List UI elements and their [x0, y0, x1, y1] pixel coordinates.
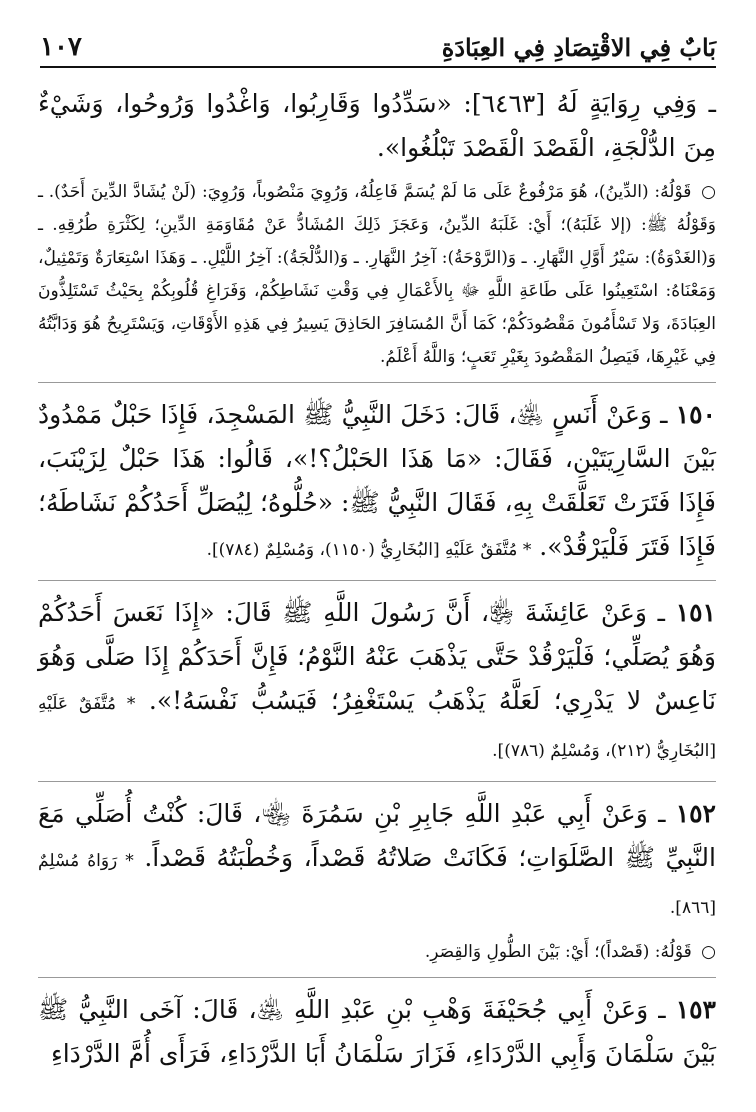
hadith-number: ١٥٢: [675, 799, 716, 828]
divider: [38, 977, 716, 978]
divider: [38, 580, 716, 581]
page-body: [38, 82, 716, 1082]
hadith-150: [38, 393, 716, 572]
page-number: ١٠٧: [40, 32, 82, 62]
circle-bullet-icon: ○: [701, 942, 716, 962]
paragraph-text: قَوْلُهُ: (الدِّينُ)، هُوَ مَرْفُوعٌ عَلَى مَا لَمْ يُسَمَّ فَاعِلُهُ، وَرُوِيَ مَنْصُوباً، وَرُوِيَ: (لَنْ يُشَادَّ الدِّينَ أَحَدٌ). ـ وَقَوْلُهُ ﷺ: (إلا غَلَبَهُ)؛ أَيْ: غَلَبَهُ الدِّينُ، وَعَجَزَ ذَلِكَ المُشَادُّ عَنْ مُقَاوَمَةِ الدِّينِ؛ لِكَثْرَةِ طُرُقِهِ. ـ وَ(الغَدْوَةُ): سَيْرُ أَوَّلِ النَّهَارِ. ـ وَ(الرَّوْحَةُ): آخِرُ النَّهَارِ. ـ وَ(الدُّلْجَةُ): آخِرُ اللَّيْلِ. ـ وَهَذَا اسْتِعَارَةٌ وَتَمْثِيلٌ، وَمَعْنَاهُ: اسْتَعِينُوا عَلَى طَاعَةِ اللَّهِ ﷻ بِالأَعْمَالِ فِي وَقْتِ نَشَاطِكُمْ، وَفَرَاغِ قُلُوبِكُمْ بِحَيْثُ تَسْتَلِذُّونَ العِبَادَةَ، وَلا تَسْأَمُونَ مَقْصُودَكُمْ؛ كَمَا أَنَّ المُسَافِرَ الحَاذِقَ يَسِيرُ فِي هَذِهِ الأَوْقَاتِ، وَيَسْتَرِيحُ هُوَ وَدَابَّتُهُ فِي غَيْرِهَا، فَيَصِلُ المَقْصُودَ بِغَيْرِ تَعَبٍ؛ وَاللَّهُ أَعْلَمُ.: [38, 182, 716, 367]
hadith-number: ١٥٣: [675, 995, 716, 1024]
circle-bullet-icon: ○: [701, 182, 716, 202]
paragraph-text: ـ وَفِي رِوَايَةٍ لَهُ [٦٤٦٣]: «سَدِّدُوا وَقَارِبُوا، وَاغْدُوا وَرُوحُوا، وَشَيْءٌ مِنَ الدُّلْجَةِ، الْقَصْدَ الْقَصْدَ تَبْلُغُوا».: [38, 89, 716, 162]
hadith-variant-narration: [38, 82, 716, 170]
hadith-text: ـ وَعَنْ عَائِشَةَ ﵂، أَنَّ رَسُولَ اللَّهِ ﷺ قَالَ: «إِذَا نَعَسَ أَحَدُكُمْ وَهُوَ يُصَلِّي؛ فَلْيَرْقُدْ حَتَّى يَذْهَبَ عَنْهُ النَّوْمُ؛ فَإِنَّ أَحَدَكُمْ إِذَا صَلَّى وَهُوَ نَاعِسٌ لا يَدْرِي؛ لَعَلَّهُ يَذْهَبُ يَسْتَغْفِرُ؛ فَيَسُبُّ نَفْسَهُ!».: [38, 598, 716, 715]
hadith-number: ١٥١: [675, 598, 716, 627]
hadith-source: * مُتَّفَقٌ عَلَيْهِ [البُخَارِيُّ (٢١٢)، وَمُسْلِمٌ (٧٨٦)].: [38, 694, 716, 761]
chapter-title: بَابٌ فِي الاقْتِصَادِ فِي العِبَادَةِ: [441, 33, 716, 62]
paragraph-text: قَوْلُهُ: (قَصْداً)؛ أَيْ: بَيْنَ الطُّولِ وَالقِصَرِ.: [424, 942, 692, 962]
commentary-paragraph: [38, 176, 716, 374]
page-header: [40, 22, 716, 68]
divider: [38, 781, 716, 782]
hadith-source: * رَوَاهُ مُسْلِمٌ [٨٦٦].: [38, 851, 716, 918]
hadith-153: [38, 988, 716, 1076]
hadith-text: ـ وَعَنْ أَبِي جُحَيْفَةَ وَهْبِ بْنِ عَبْدِ اللَّهِ ﵁، قَالَ: آخَى النَّبِيُّ ﷺ بَيْنَ سَلْمَانَ وَأَبِي الدَّرْدَاءِ، فَزَارَ سَلْمَانُ أَبَا الدَّرْدَاءِ، فَرَأَى أُمَّ الدَّرْدَاءِ: [38, 995, 716, 1068]
hadith-text: ـ وَعَنْ أَبِي عَبْدِ اللَّهِ جَابِرِ بْنِ سَمُرَةَ ﵄، قَالَ: كُنْتُ أُصَلِّي مَعَ النَّبِيِّ ﷺ الصَّلَوَاتِ؛ فَكَانَتْ صَلاتُهُ قَصْداً، وَخُطْبَتُهُ قَصْداً.: [38, 799, 716, 872]
hadith-152: [38, 792, 716, 930]
hadith-source: * مُتَّفَقٌ عَلَيْهِ [البُخَارِيُّ (١١٥٠)، وَمُسْلِمٌ (٧٨٤)].: [206, 540, 532, 560]
commentary-paragraph: [38, 936, 716, 969]
hadith-number: ١٥٠: [675, 400, 716, 429]
hadith-text: ـ وَعَنْ أَنَسٍ ﵁، قَالَ: دَخَلَ النَّبِيُّ ﷺ المَسْجِدَ، فَإِذَا حَبْلٌ مَمْدُودٌ بَيْنَ السَّارِيَتَيْنِ، فَقَالَ: «مَا هَذَا الحَبْلُ؟!»، قَالُوا: هَذَا حَبْلٌ لِزَيْنَبَ، فَإِذَا فَتَرَتْ تَعَلَّقَتْ بِهِ، فَقَالَ النَّبِيُّ ﷺ: «حُلُّوهُ؛ لِيُصَلِّ أَحَدُكُمْ نَشَاطَهُ؛ فَإِذَا فَتَرَ فَلْيَرْقُدْ».: [38, 400, 716, 561]
hadith-151: [38, 591, 716, 773]
divider: [38, 382, 716, 383]
